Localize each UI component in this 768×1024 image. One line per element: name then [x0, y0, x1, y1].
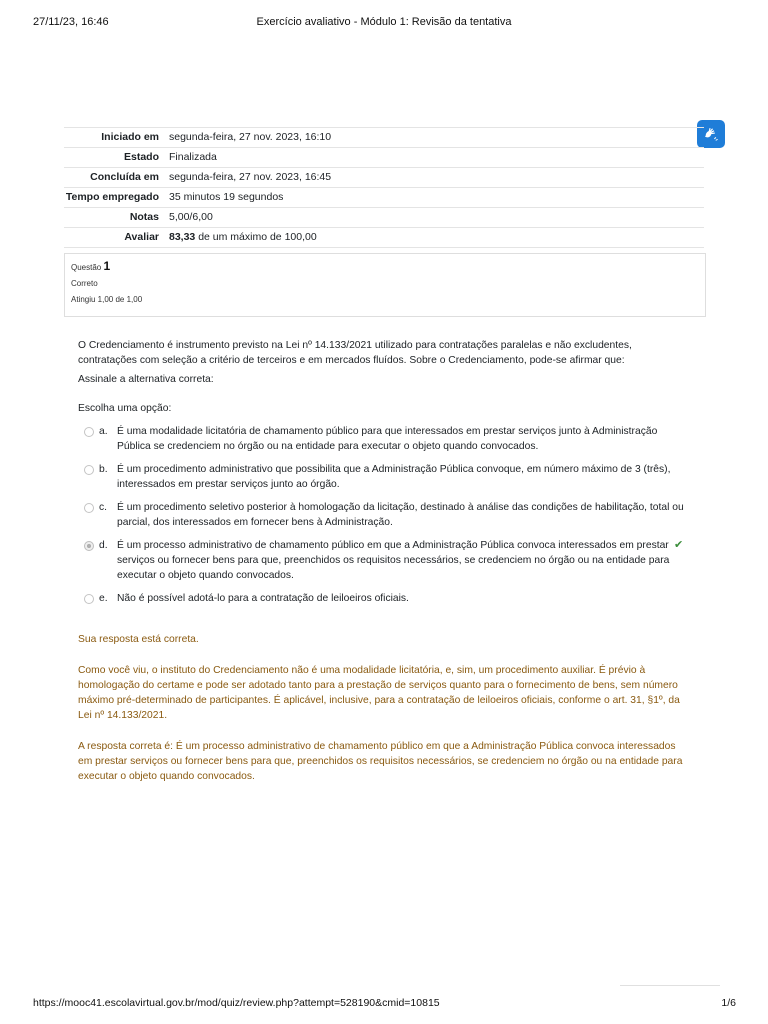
question-text: O Credenciamento é instrumento previsto na Lei nº 14.133/2021 utilizado para contratações paralelas e não excludentes, contratações com seleção a critério de terceiros e em mercados fluídos. Sobre o Credenciamento, pode-se afirmar que:: [78, 340, 632, 366]
summary-label: Concluída em: [64, 168, 169, 188]
sign-language-hands-icon: [702, 125, 720, 143]
summary-label: Avaliar: [64, 228, 169, 248]
print-page-number: 1/6: [721, 997, 736, 1009]
summary-value: Finalizada: [169, 148, 704, 168]
option-letter: c.: [99, 502, 108, 513]
option-text: É um procedimento administrativo que possibilita que a Administração Pública convoque, em número máximo de 3 (três), interessados em prestar serviços junto ao órgão.: [117, 464, 671, 490]
feedback-right-answer: A resposta correta é: É um processo administrativo de chamamento público em que a Administração Pública convoca interessados em prestar serviços ou fornecer bens para que, preenchidos os requisitos necessários, se credenciem no órgão ou na entidade para executar o objeto quando convocados.: [78, 741, 683, 782]
summary-value: segunda-feira, 27 nov. 2023, 16:10: [169, 128, 704, 148]
summary-row: [64, 128, 704, 148]
answer-option-a[interactable]: [78, 424, 690, 454]
summary-value: segunda-feira, 27 nov. 2023, 16:45: [169, 168, 704, 188]
option-letter: a.: [99, 426, 108, 437]
print-url: https://mooc41.escolavirtual.gov.br/mod/quiz/review.php?attempt=528190&cmid=10815: [33, 997, 440, 1009]
answer-option-c[interactable]: [78, 500, 690, 530]
summary-row: [64, 168, 704, 188]
summary-value: 35 minutos 19 segundos: [169, 188, 704, 208]
attempt-summary-table: [64, 127, 704, 248]
print-datetime: 27/11/23, 16:46: [33, 16, 109, 28]
summary-label: Estado: [64, 148, 169, 168]
grade-max: de um máximo de 100,00: [195, 231, 317, 243]
radio-button[interactable]: [84, 594, 94, 604]
question-content: [78, 338, 690, 606]
option-letter: b.: [99, 464, 108, 475]
summary-value: [169, 228, 704, 248]
summary-label: Notas: [64, 208, 169, 228]
answer-option-d[interactable]: [78, 538, 690, 583]
radio-button[interactable]: [84, 427, 94, 437]
print-page-title: Exercício avaliativo - Módulo 1: Revisão da tentativa: [256, 16, 512, 28]
option-text: É um processo administrativo de chamamento público em que a Administração Pública convoca interessados em prestar serviços ou fornecer bens para que, preenchidos os requisitos necessários, se credenciem no órgão ou na entidade para executar o objeto quando convocados.: [117, 540, 670, 581]
option-letter: e.: [99, 593, 108, 604]
question-number: 1: [103, 259, 111, 273]
summary-label: Iniciado em: [64, 128, 169, 148]
summary-value: 5,00/6,00: [169, 208, 704, 228]
choose-option-label: Escolha uma opção:: [78, 403, 172, 414]
question-prompt: Assinale a alternativa correta:: [78, 374, 214, 385]
answer-option-b[interactable]: [78, 462, 690, 492]
summary-row: [64, 208, 704, 228]
summary-label: Tempo empregado: [64, 188, 169, 208]
radio-button[interactable]: [84, 465, 94, 475]
question-label: Questão: [71, 263, 102, 272]
correct-check-icon: ✔: [674, 539, 684, 551]
summary-row: [64, 188, 704, 208]
feedback-status: Sua resposta está correta.: [78, 634, 199, 645]
answer-option-e[interactable]: [78, 591, 690, 606]
radio-button[interactable]: [84, 503, 94, 513]
feedback-explanation: Como você viu, o instituto do Credenciamento não é uma modalidade licitatória, e, sim, um procedimento auxiliar. É prévio à homologação do certame e pode ser adotado tanto para a prestação de serviços quanto para o fornecimento de bens, sem número máximo pré-determinado de participantes. É aplicável, inclusive, para a contratação de leiloeiros oficiais, conforme o art. 31, §1º, da Lei nº 14.133/2021.: [78, 665, 680, 721]
option-letter: d.: [99, 540, 108, 551]
question-info-box: [64, 253, 706, 317]
feedback-section: [78, 632, 690, 800]
summary-row: [64, 228, 704, 248]
page-cut-divider: [620, 985, 720, 992]
grade-percent: 83,33: [169, 231, 196, 243]
summary-row: [64, 148, 704, 168]
question-grade: Atingiu 1,00 de 1,00: [71, 295, 143, 304]
option-text: Não é possível adotá-lo para a contratação de leiloeiros oficiais.: [117, 593, 409, 604]
option-text: É um procedimento seletivo posterior à homologação da licitação, destinado à análise das condições de habilitação, total ou parcial, dos interessados em fornecer bens à Administração.: [117, 502, 684, 528]
option-text: É uma modalidade licitatória de chamamento público para que interessados em prestar serviços junto à Administração Pública se credenciem no órgão ou na entidade para executar o objeto quando convocados.: [117, 426, 658, 452]
radio-button-selected[interactable]: [84, 541, 94, 551]
question-state: Correto: [71, 279, 98, 288]
